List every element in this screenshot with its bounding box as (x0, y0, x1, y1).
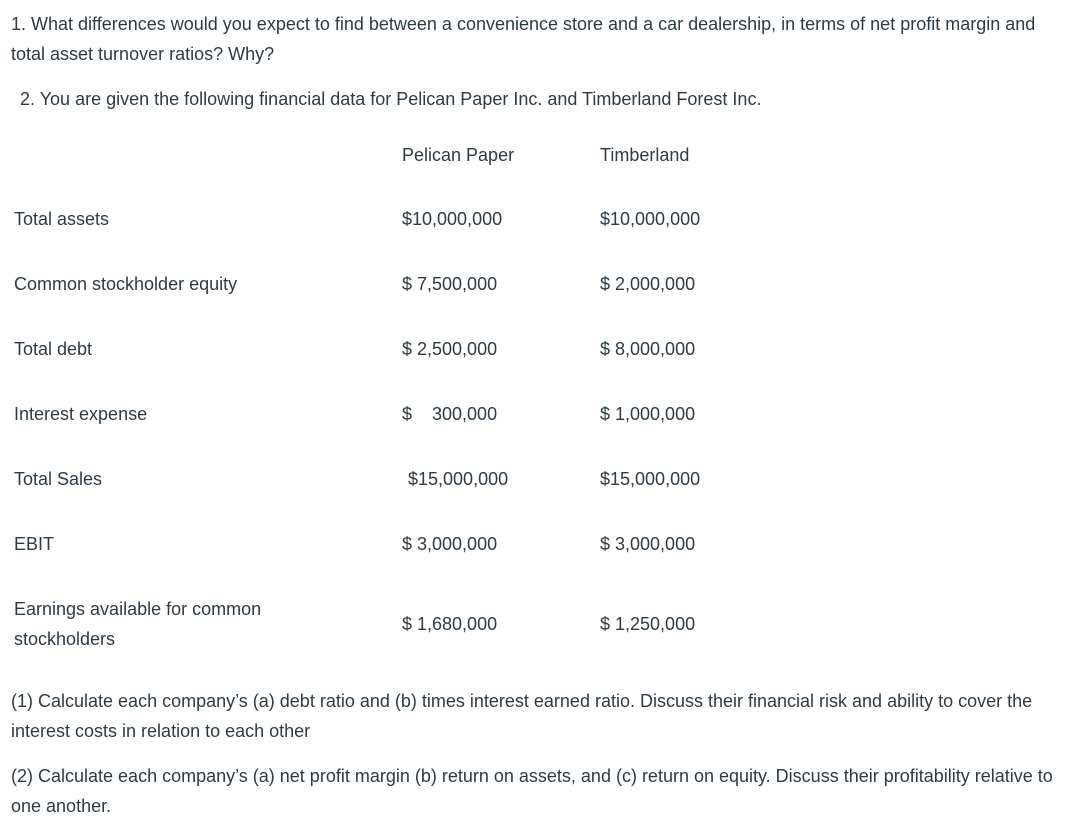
question-2-part-1: (1) Calculate each company’s (a) debt ratio and (b) times interest earned ratio. Discuss their financial risk and ability to cover the interest costs in relation to each other (11, 691, 1033, 741)
row-label-total-debt: Total debt (14, 339, 93, 359)
row-label-common-equity: Common stockholder equity (14, 274, 238, 294)
row-label-total-assets: Total assets (14, 209, 110, 229)
timberland-ebit: $ 3,000,000 (600, 534, 696, 554)
row-label-total-sales: Total Sales (14, 469, 103, 489)
timberland-total-sales: $15,000,000 (600, 469, 701, 489)
pelican-interest-expense: $ 300,000 (402, 404, 498, 424)
row-label-interest-expense: Interest expense (14, 404, 148, 424)
question-2-part-2: (2) Calculate each company’s (a) net profit margin (b) return on assets, and (c) return on equity. Discuss their profitability relative to one another. (11, 766, 1053, 816)
timberland-earnings-available: $ 1,250,000 (600, 614, 696, 634)
pelican-ebit: $ 3,000,000 (402, 534, 498, 554)
timberland-common-equity: $ 2,000,000 (600, 274, 696, 294)
timberland-total-assets: $10,000,000 (600, 209, 701, 229)
row-label-ebit: EBIT (14, 534, 55, 554)
pelican-common-equity: $ 7,500,000 (402, 274, 498, 294)
timberland-total-debt: $ 8,000,000 (600, 339, 696, 359)
question-1: 1. What differences would you expect to find between a convenience store and a car dealership, in terms of net profit margin and total asset turnover ratios? Why? (11, 14, 1036, 64)
timberland-interest-expense: $ 1,000,000 (600, 404, 696, 424)
pelican-earnings-available: $ 1,680,000 (402, 614, 498, 634)
pelican-total-debt: $ 2,500,000 (402, 339, 498, 359)
column-header-pelican: Pelican Paper (402, 145, 515, 165)
pelican-total-assets: $10,000,000 (402, 209, 503, 229)
row-label-earnings-available: Earnings available for common stockholders (14, 599, 262, 649)
pelican-total-sales: $15,000,000 (408, 469, 509, 489)
column-header-timberland: Timberland (600, 145, 690, 165)
question-2-intro: 2. You are given the following financial data for Pelican Paper Inc. and Timberland Forest Inc. (20, 89, 762, 109)
